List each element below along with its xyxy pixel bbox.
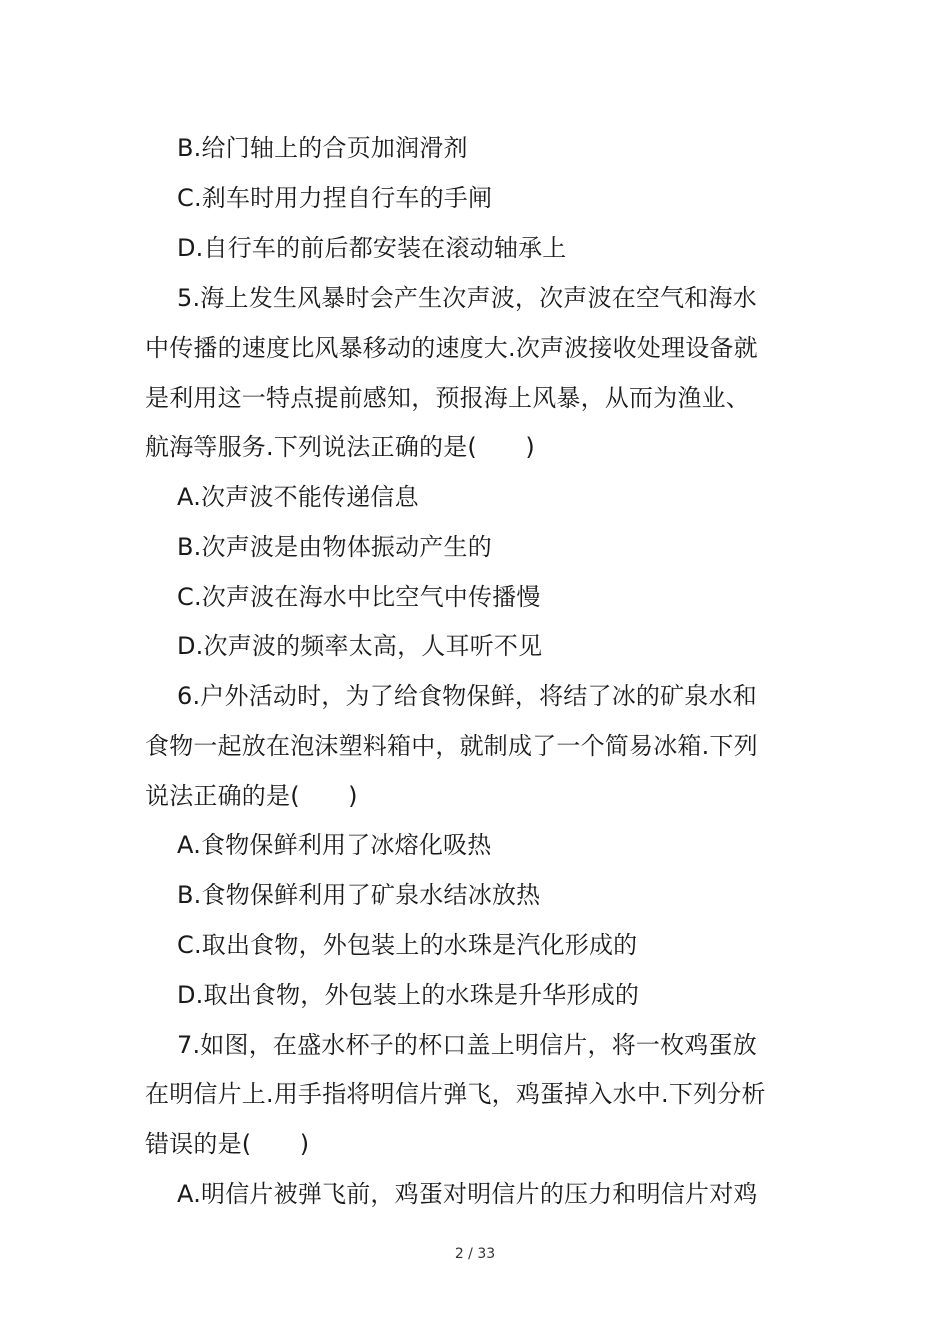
question-5-line-2: 中传播的速度比风暴移动的速度大.次声波接收处理设备就 [145,334,758,362]
option-4d: D.自行车的前后都安装在滚动轴承上 [177,234,567,262]
option-5a: A.次声波不能传递信息 [177,483,419,511]
question-7-line-1: 7.如图，在盛水杯子的杯口盖上明信片，将一枚鸡蛋放 [177,1031,757,1059]
option-5b: B.次声波是由物体振动产生的 [177,533,492,561]
question-6-line-1: 6.户外活动时，为了给食物保鲜，将结了冰的矿泉水和 [177,682,757,710]
option-6b: B.食物保鲜利用了矿泉水结冰放热 [177,881,541,909]
option-7a: A.明信片被弹飞前，鸡蛋对明信片的压力和明信片对鸡 [177,1180,758,1208]
question-5-line-4: 航海等服务.下列说法正确的是( ) [145,433,535,461]
question-6-line-2: 食物一起放在泡沫塑料箱中，就制成了一个简易冰箱.下列 [145,732,758,760]
question-6-line-3: 说法正确的是( ) [145,782,358,810]
question-5-line-3: 是利用这一特点提前感知，预报海上风暴，从而为渔业、 [145,384,750,412]
question-7-line-3: 错误的是( ) [145,1130,310,1158]
question-5-line-1: 5.海上发生风暴时会产生次声波，次声波在空气和海水 [177,284,757,312]
option-6d: D.取出食物，外包装上的水珠是升华形成的 [177,981,640,1009]
question-7-line-2: 在明信片上.用手指将明信片弹飞，鸡蛋掉入水中.下列分析 [145,1080,766,1108]
option-6a: A.食物保鲜利用了冰熔化吸热 [177,831,492,859]
option-6c: C.取出食物，外包装上的水珠是汽化形成的 [177,931,638,959]
option-4c: C.刹车时用力捏自行车的手闸 [177,184,493,212]
option-5d: D.次声波的频率太高，人耳听不见 [177,632,543,660]
option-5c: C.次声波在海水中比空气中传播慢 [177,583,541,611]
option-4b: B.给门轴上的合页加润滑剂 [177,134,468,162]
page-number: 2 / 33 [454,1246,496,1262]
